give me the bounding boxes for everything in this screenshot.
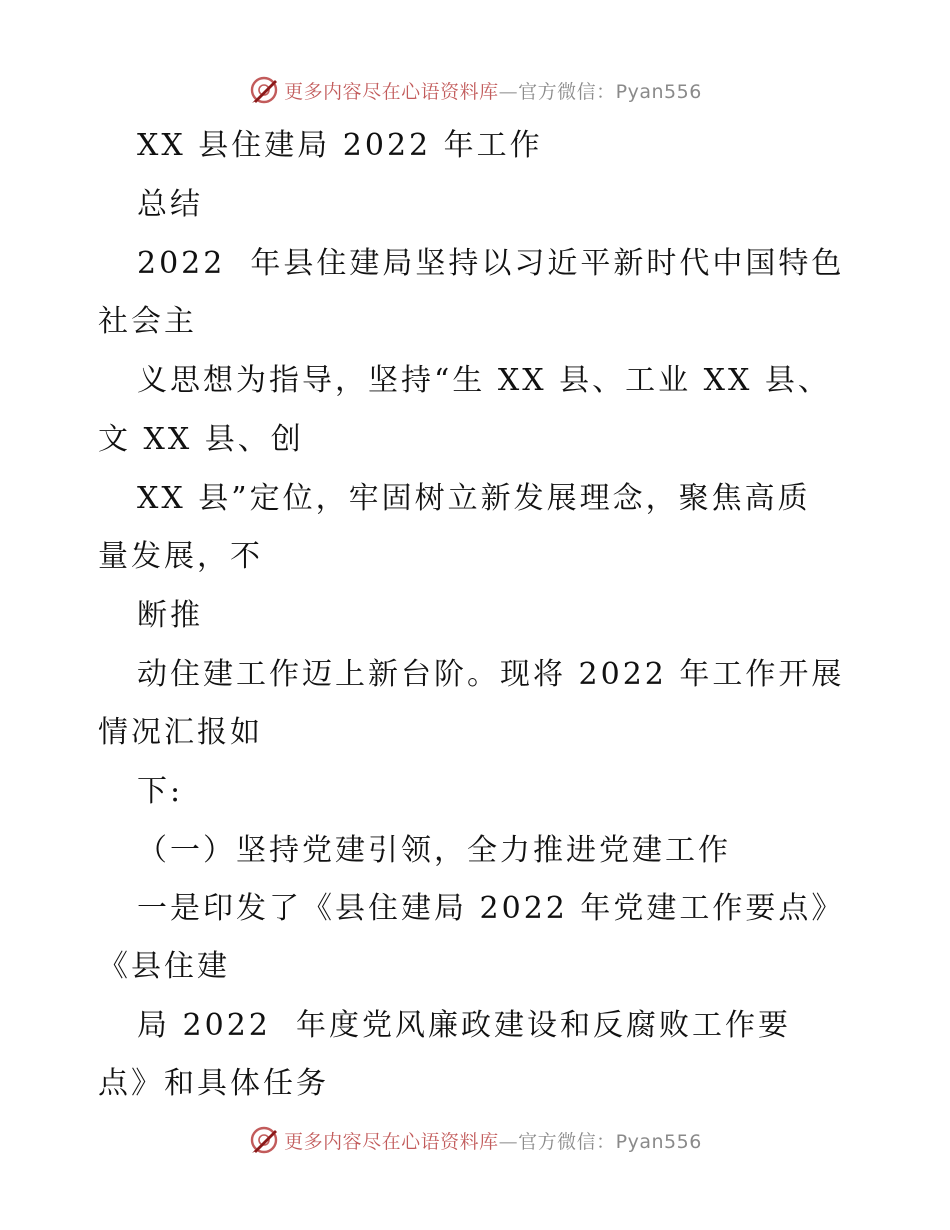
paragraph-line: 一是印发了《县住建局 2022 年党建工作要点》 [137, 891, 845, 926]
paragraph-line: 断推 [137, 598, 203, 633]
header-watermark-banner [0, 70, 950, 110]
paragraph-line: 下: [137, 774, 184, 809]
banner-site-text: 更多内容尽在心语资料库 [284, 80, 499, 103]
banner-separator: — [498, 80, 519, 103]
pen-logo-icon [248, 74, 280, 106]
paragraph-line: 情况汇报如 [98, 715, 263, 750]
banner-separator: — [498, 1130, 519, 1153]
footer-watermark-banner [0, 1120, 950, 1160]
section-heading: （一）坚持党建引领，全力推进党建工作 [137, 833, 731, 868]
paragraph-line: 动住建工作迈上新台阶。现将 2022 年工作开展 [137, 657, 845, 692]
paragraph-line: 2022 年县住建局坚持以习近平新时代中国特色 [137, 246, 845, 281]
banner-site-text: 更多内容尽在心语资料库 [284, 1130, 499, 1153]
banner-wechat-text: 官方微信：Pyan556 [518, 80, 702, 103]
banner-wechat-text: 官方微信：Pyan556 [518, 1130, 702, 1153]
paragraph-line: 义思想为指导，坚持“生 XX 县、工业 XX 县、 [137, 363, 831, 398]
doc-title-line: XX 县住建局 2022 年工作 [137, 128, 543, 163]
paragraph-line: XX 县”定位，牢固树立新发展理念，聚焦高质 [137, 481, 811, 516]
paragraph-line: 量发展，不 [98, 539, 263, 574]
doc-title-line: 总结 [137, 187, 203, 222]
pen-logo-icon [248, 1124, 280, 1156]
paragraph-line: 点》和具体任务 [98, 1066, 329, 1101]
paragraph-line: 局 2022 年度党风廉政建设和反腐败工作要 [137, 1008, 791, 1043]
paragraph-line: 文 XX 县、创 [98, 422, 304, 457]
paragraph-line: 社会主 [98, 304, 197, 339]
paragraph-line: 《县住建 [98, 949, 230, 984]
